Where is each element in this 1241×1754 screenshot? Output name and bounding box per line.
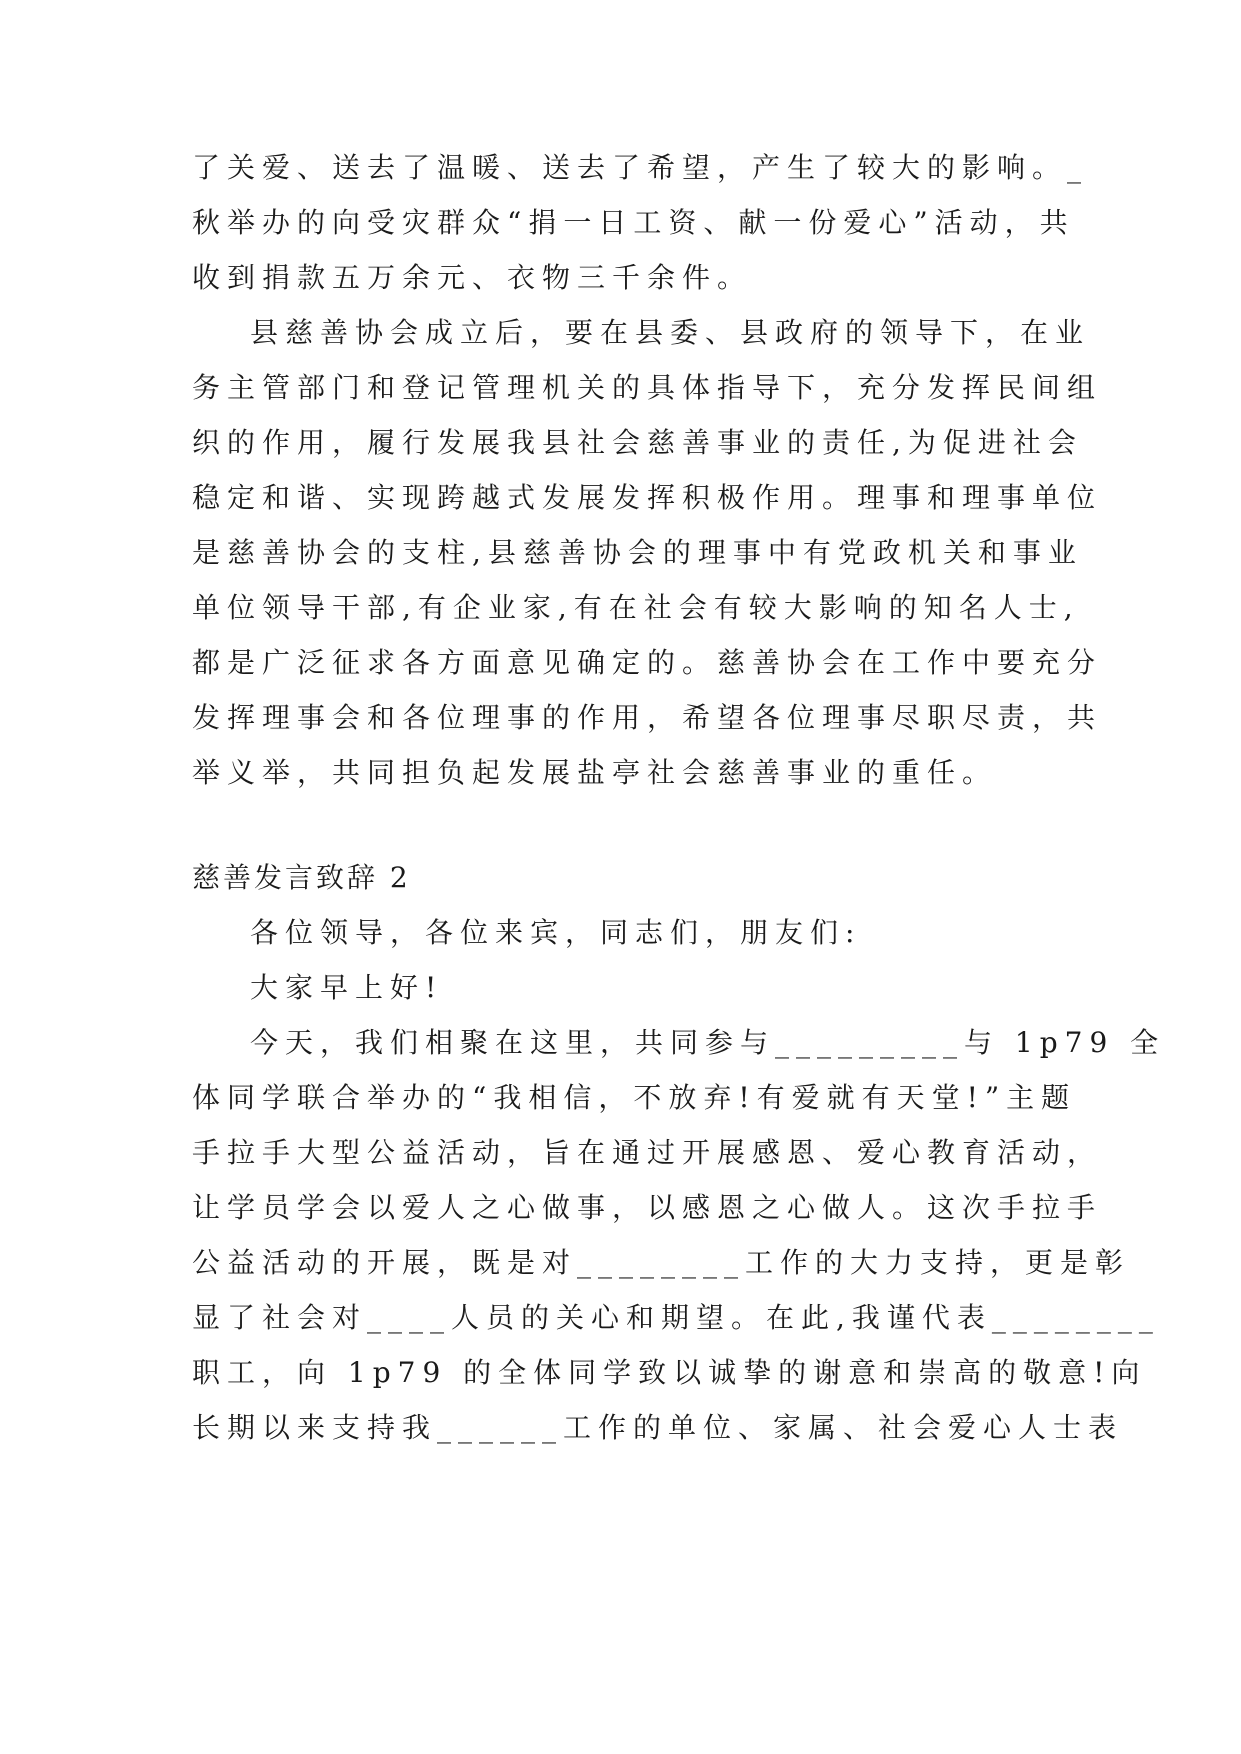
paragraph-3-line-4: 让学员学会以爱人之心做事，以感恩之心做人。这次手拉手 bbox=[192, 1191, 1103, 1224]
paragraph-2-line-5: 是慈善协会的支柱,县慈善协会的理事中有党政机关和事业 bbox=[192, 536, 1083, 569]
paragraph-1-line-2: 秋举办的向受灾群众“捐一日工资、献一份爱心”活动，共 bbox=[192, 206, 1075, 239]
paragraph-2-line-6: 单位领导干部,有企业家,有在社会有较大影响的知名人士, bbox=[192, 591, 1080, 624]
paragraph-3-line-8: 长期以来支持我______工作的单位、家属、社会爱心人士表 bbox=[192, 1411, 1124, 1444]
paragraph-2-line-2: 务主管部门和登记管理机关的具体指导下，充分发挥民间组 bbox=[192, 371, 1103, 404]
paragraph-2-line-4: 稳定和谐、实现跨越式发展发挥积极作用。理事和理事单位 bbox=[192, 481, 1103, 514]
paragraph-3-line-6: 显了社会对____人员的关心和期望。在此,我谨代表________ bbox=[192, 1301, 1160, 1334]
section-title: 慈善发言致辞 2 bbox=[192, 861, 411, 894]
paragraph-2-line-7: 都是广泛征求各方面意见确定的。慈善协会在工作中要充分 bbox=[192, 646, 1103, 679]
paragraph-1-line-1: 了关爱、送去了温暖、送去了希望，产生了较大的影响。_ bbox=[192, 151, 1089, 184]
paragraph-3-line-1: 今天，我们相聚在这里，共同参与_________与 1p79 全 bbox=[250, 1026, 1166, 1059]
paragraph-1-line-3: 收到捐款五万余元、衣物三千余件。 bbox=[192, 261, 753, 294]
paragraph-3-line-7: 职工，向 1p79 的全体同学致以诚挚的谢意和崇高的敬意!向 bbox=[192, 1356, 1147, 1389]
paragraph-3-line-2: 体同学联合举办的“我相信，不放弃!有爱就有天堂!”主题 bbox=[192, 1081, 1077, 1114]
paragraph-2-line-1: 县慈善协会成立后，要在县委、县政府的领导下，在业 bbox=[250, 316, 1091, 349]
paragraph-3-line-3: 手拉手大型公益活动，旨在通过开展感恩、爱心教育活动， bbox=[192, 1136, 1103, 1169]
paragraph-2-line-8: 发挥理事会和各位理事的作用，希望各位理事尽职尽责，共 bbox=[192, 701, 1103, 734]
paragraph-2-line-9: 举义举，共同担负起发展盐亭社会慈善事业的重任。 bbox=[192, 756, 998, 789]
salutation: 各位领导，各位来宾，同志们，朋友们: bbox=[250, 916, 862, 949]
paragraph-3-line-5: 公益活动的开展，既是对________工作的大力支持，更是彰 bbox=[192, 1246, 1131, 1279]
greeting: 大家早上好! bbox=[250, 971, 444, 1004]
paragraph-2-line-3: 织的作用，履行发展我县社会慈善事业的责任,为促进社会 bbox=[192, 426, 1083, 459]
